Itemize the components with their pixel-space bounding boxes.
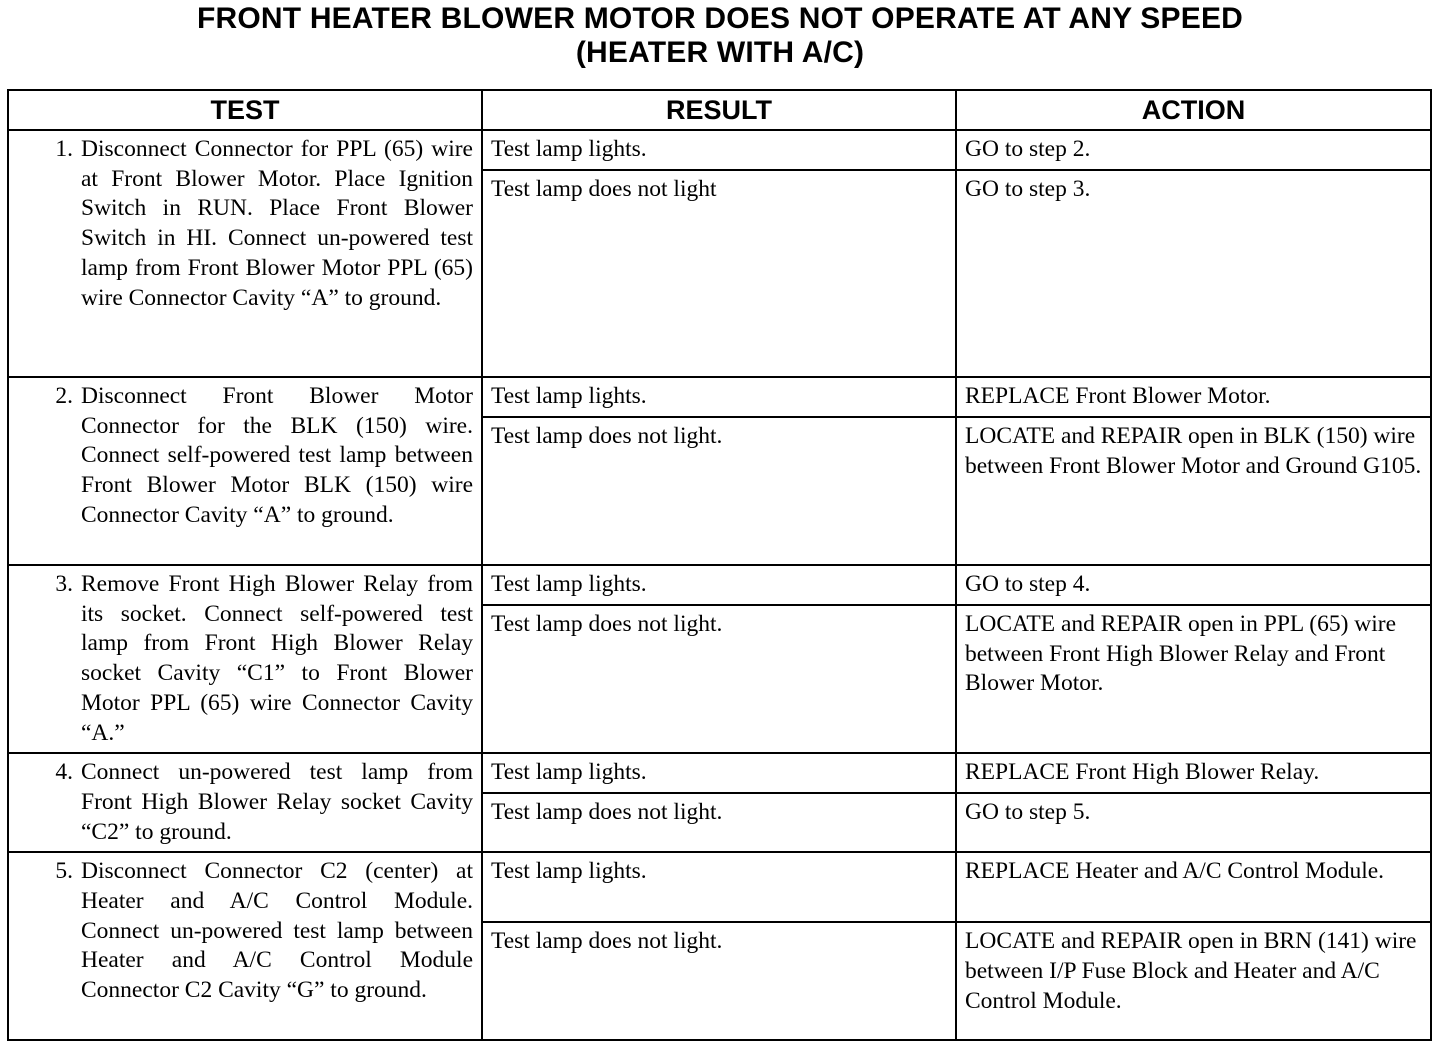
page-title: [0, 2, 1440, 70]
action-cell: REPLACE Heater and A/C Control Module.: [956, 852, 1431, 922]
result-cell: Test lamp lights.: [482, 753, 956, 793]
table-row: [8, 852, 1431, 922]
result-cell: Test lamp does not light.: [482, 793, 956, 852]
table-row: [8, 753, 1431, 793]
header-action: ACTION: [956, 90, 1431, 130]
test-cell-step-5: [8, 852, 482, 1040]
result-cell: Test lamp lights.: [482, 852, 956, 922]
step-number: 2.: [55, 383, 73, 409]
step-test-text: Disconnect Connector C2 (center) at Heater and A/C Control Module. Connect un-powered test lamp between Heater and A/C Control Module Connector C2 Cavity “G” to ground.: [81, 858, 473, 1004]
result-cell: Test lamp does not light.: [482, 417, 956, 565]
step-number: 3.: [55, 571, 73, 597]
test-cell-step-1: [8, 130, 482, 377]
result-cell: Test lamp lights.: [482, 130, 956, 170]
diagnostic-table: [7, 89, 1432, 1041]
result-cell: Test lamp does not light.: [482, 605, 956, 753]
result-cell: Test lamp does not light.: [482, 922, 956, 1040]
action-cell: LOCATE and REPAIR open in BLK (150) wire between Front Blower Motor and Ground G105.: [956, 417, 1431, 565]
header-test: TEST: [8, 90, 482, 130]
step-number: 5.: [55, 858, 73, 885]
table-row: [8, 130, 1431, 170]
step-test-text: Disconnect Front Blower Motor Connector for the BLK (150) wire. Connect self-powered test lamp between Front Blower Motor BLK (150) wire Connector Cavity “A” to ground.: [81, 383, 473, 528]
test-cell-step-3: [8, 565, 482, 753]
result-cell: Test lamp lights.: [482, 377, 956, 417]
table-row: [8, 565, 1431, 605]
step-number: 1.: [55, 136, 73, 162]
step-test-text: Remove Front High Blower Relay from its socket. Connect self-powered test lamp from Front High Blower Relay socket Cavity “C1” to Front Blower Motor PPL (65) wire Connector Cavity “A.”: [81, 571, 473, 746]
step-number: 4.: [55, 759, 73, 786]
step-test-text: Connect un-powered test lamp from Front High Blower Relay socket Cavity “C2” to ground.: [81, 759, 473, 845]
header-result: RESULT: [482, 90, 956, 130]
action-cell: GO to step 5.: [956, 793, 1431, 852]
page-title-line-2: (HEATER WITH A/C): [575, 36, 865, 69]
test-cell-step-4: [8, 753, 482, 852]
header-row: [8, 90, 1431, 130]
action-cell: REPLACE Front Blower Motor.: [956, 377, 1431, 417]
action-cell: GO to step 4.: [956, 565, 1431, 605]
test-cell-step-2: [8, 377, 482, 565]
result-cell: Test lamp lights.: [482, 565, 956, 605]
table-row: [8, 377, 1431, 417]
action-cell: LOCATE and REPAIR open in PPL (65) wire between Front High Blower Relay and Front Blower Motor.: [956, 605, 1431, 753]
page-title-line-1: FRONT HEATER BLOWER MOTOR DOES NOT OPERATE AT ANY SPEED: [196, 2, 1244, 35]
action-cell: LOCATE and REPAIR open in BRN (141) wire between I/P Fuse Block and Heater and A/C Control Module.: [956, 922, 1431, 1040]
action-cell: GO to step 3.: [956, 170, 1431, 377]
step-test-text: Disconnect Connector for PPL (65) wire at Front Blower Motor. Place Ignition Switch in RUN. Place Front Blower Switch in HI. Connect un-powered test lamp from Front Blower Motor PPL (65) wire Connector Cavity “A” to ground.: [81, 136, 473, 311]
result-cell: Test lamp does not light: [482, 170, 956, 377]
action-cell: GO to step 2.: [956, 130, 1431, 170]
action-cell: REPLACE Front High Blower Relay.: [956, 753, 1431, 793]
